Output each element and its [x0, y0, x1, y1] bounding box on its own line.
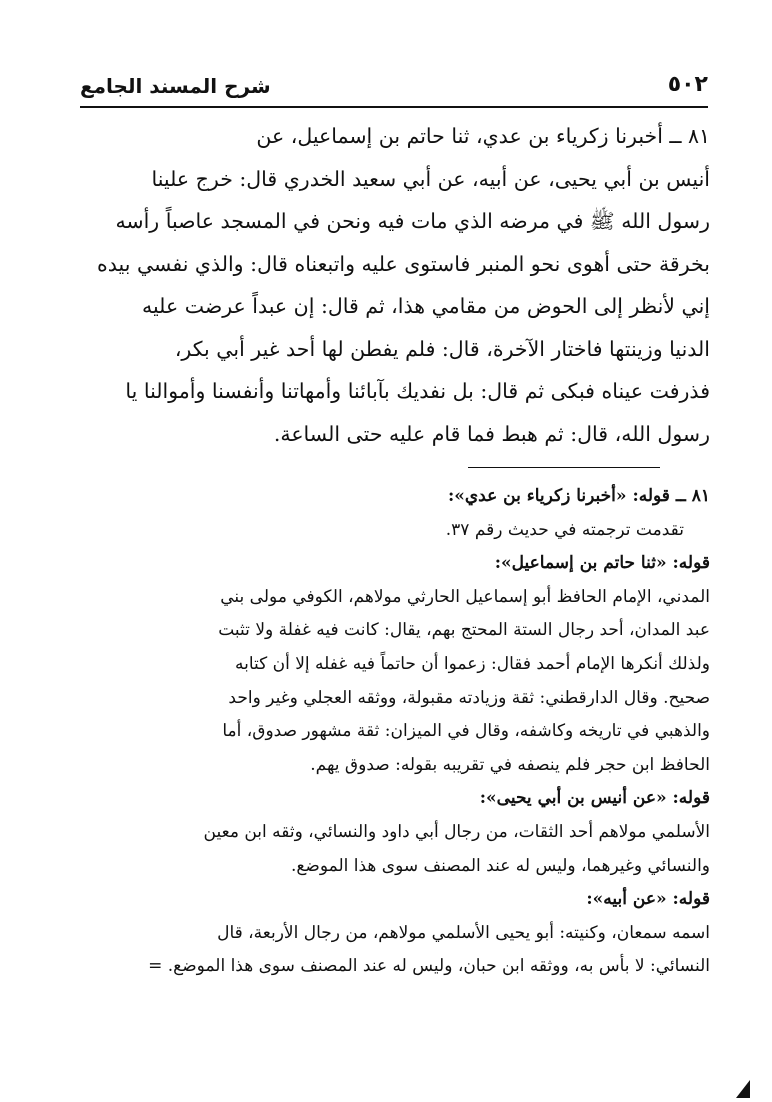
note-line: الأسلمي مولاهم أحد الثقات، من رجال أبي داود والنسائي، وثقه ابن معين [203, 821, 710, 842]
note-line: صحيح. وقال الدارقطني: ثقة وزيادته مقبولة، ووثقه العجلي وغير واحد [228, 687, 710, 708]
hadith-line: رسول الله، قال: ثم هبط فما قام عليه حتى الساعة. [273, 421, 710, 446]
note-heading: ٨١ ــ قوله: «أخبرنا زكرياء بن عدي»: [447, 486, 710, 506]
hadith-line: الدنيا وزينتها فاختار الآخرة، قال: فلم يفطن لها أحد غير أبي بكر، [174, 336, 710, 361]
note-line: اسمه سمعان، وكنيته: أبو يحيى الأسلمي مولاهم، من رجال الأربعة، قال [217, 922, 710, 943]
page-header [80, 72, 708, 108]
page-corner-mark [736, 1080, 750, 1098]
hadith-line: إني لأنظر إلى الحوض من مقامي هذا، ثم قال: إن عبداً عرضت عليه [141, 294, 710, 318]
note-line: والذهبي في تاريخه وكاشفه، وقال في الميزان: ثقة مشهور صدوق، أما [222, 721, 710, 742]
note-line: عبد المدان، أحد رجال الستة المحتج بهم، يقال: كانت فيه غفلة ولا تثبت [218, 620, 710, 641]
note-heading: قوله: «ثنا حاتم بن إسماعيل»: [494, 553, 710, 574]
hadith-line: رسول الله ﷺ في مرضه الذي مات فيه ونحن في المسجد عاصباً رأسه [115, 209, 710, 233]
running-title: شرح المسند الجامع [80, 74, 271, 98]
footnote-separator [468, 467, 660, 468]
note-heading: قوله: «عن أنيس بن أبي يحيى»: [479, 788, 710, 809]
note-line: المدني، الإمام الحافظ أبو إسماعيل الحارثي مولاهم، الكوفي مولى بني [220, 586, 710, 607]
hadith-line: ٨١ ــ أخبرنا زكرياء بن عدي، ثنا حاتم بن إسماعيل، عن [256, 124, 710, 148]
note-line: الحافظ ابن حجر فلم ينصفه في تقريبه بقوله: صدوق يهم. [310, 754, 710, 775]
note-line: النسائي: لا بأس به، ووثقه ابن حبان، وليس له عند المصنف سوى هذا الموضع. = [148, 956, 710, 977]
hadith-line: فذرفت عيناه فبكى ثم قال: بل نفديك بآبائنا وأمهاتنا وأنفسنا وأموالنا يا [125, 379, 710, 403]
note-line: والنسائي وغيرهما، وليس له عند المصنف سوى هذا الموضع. [290, 855, 710, 876]
hadith-line: أنيس بن أبي يحيى، عن أبيه، عن أبي سعيد الخدري قال: خرج علينا [151, 166, 710, 191]
note-line: ولذلك أنكرها الإمام أحمد فقال: زعموا أن حاتماً فيه غفله إلا أن كتابه [234, 653, 710, 674]
note-line: تقدمت ترجمته في حديث رقم ٣٧. [445, 519, 684, 540]
commentary-notes [78, 480, 710, 984]
hadith-text [78, 115, 710, 455]
note-heading: قوله: «عن أبيه»: [586, 889, 710, 910]
hadith-line: بخرقة حتى أهوى نحو المنبر فاستوى عليه واتبعناه قال: والذي نفسي بيده [97, 251, 710, 276]
page-number: ٥٠٢ [667, 72, 708, 97]
